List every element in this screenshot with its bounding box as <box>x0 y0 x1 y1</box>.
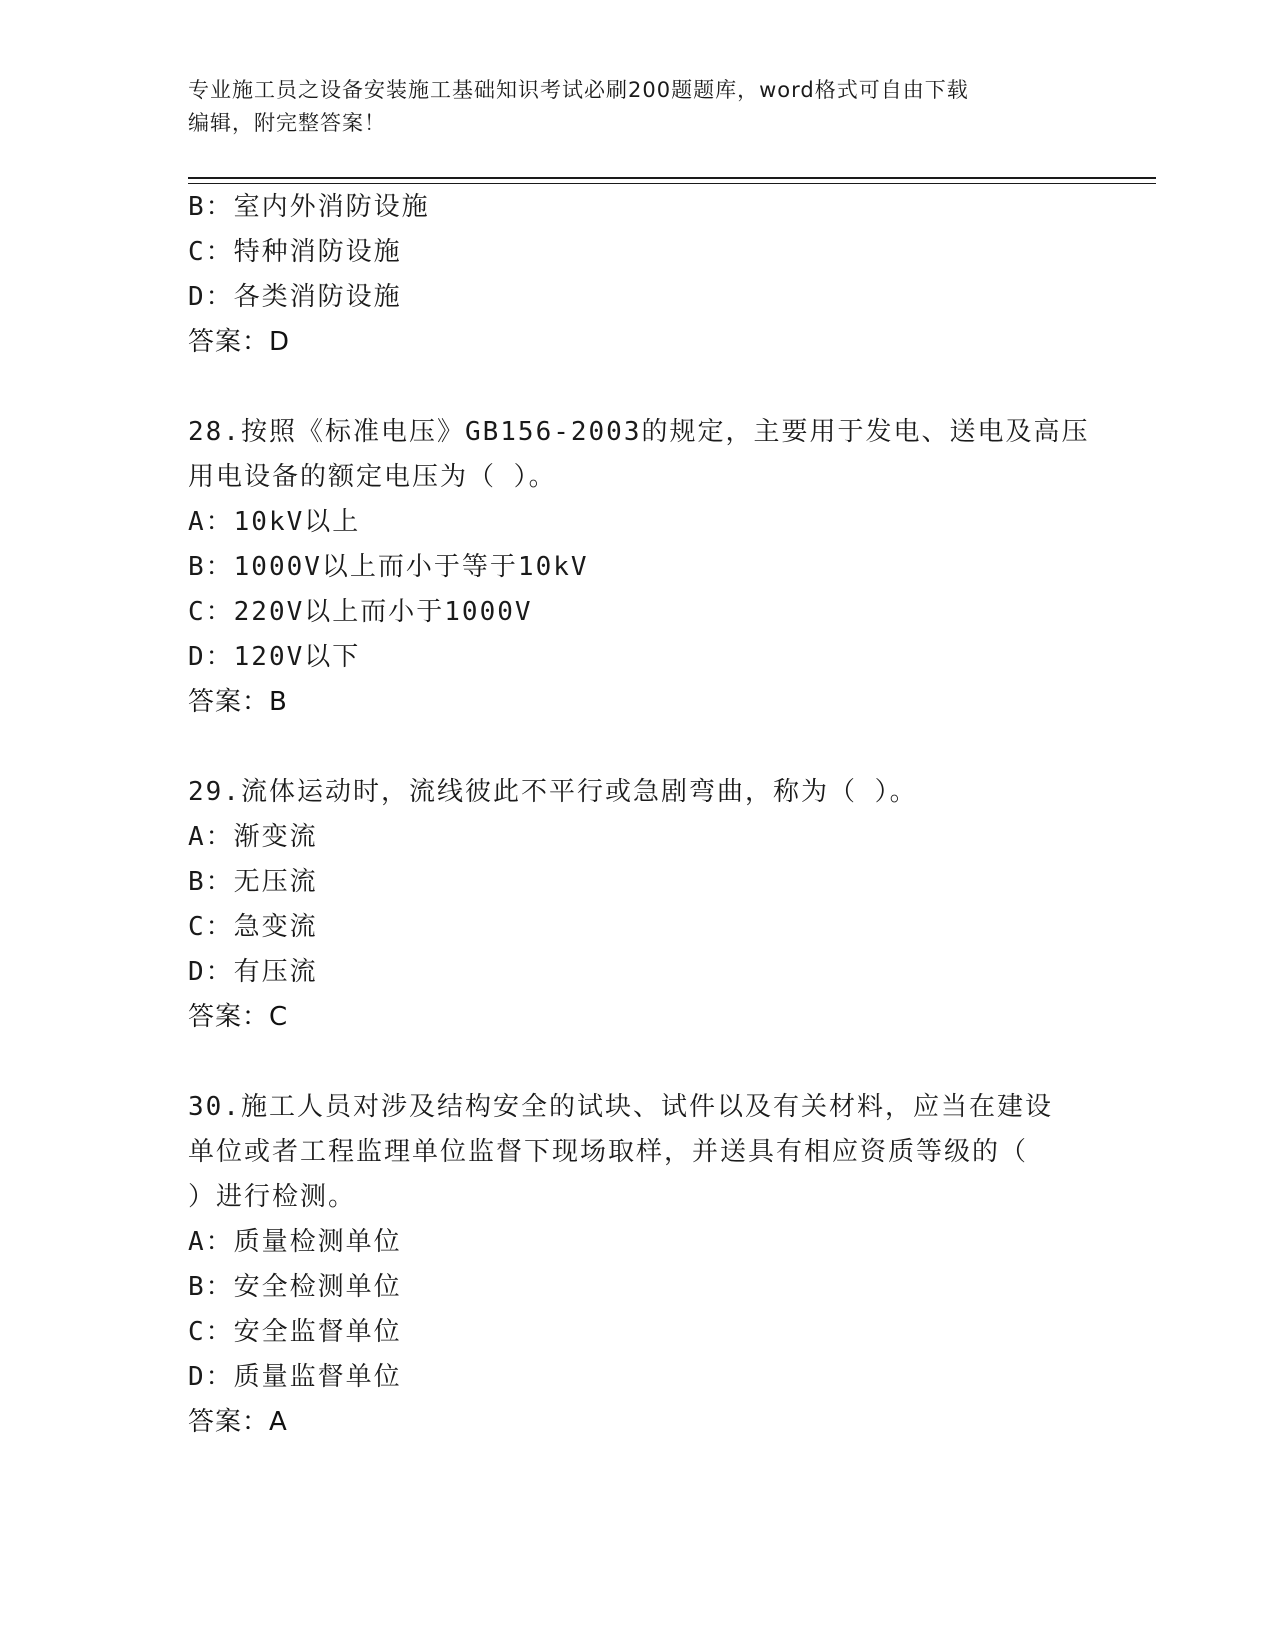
q27-option-b: B：室内外消防设施 <box>188 192 430 222</box>
q27-option-c: C：特种消防设施 <box>188 237 402 267</box>
header-line-2: 编辑，附完整答案！ <box>188 111 386 135</box>
q28-stem-line-1: 28.按照《标准电压》GB156-2003的规定，主要用于发电、送电及高压 <box>188 417 1090 447</box>
q30-option-c: C：安全监督单位 <box>188 1317 402 1347</box>
q28-option-b: B：1000V以上而小于等于10kV <box>188 552 589 582</box>
q28-answer: 答案：B <box>188 687 288 717</box>
q29-option-c: C：急变流 <box>188 912 318 942</box>
document-header <box>188 74 1088 140</box>
q30-answer: 答案：A <box>188 1407 288 1437</box>
q30-stem-line-1: 30.施工人员对涉及结构安全的试块、试件以及有关材料，应当在建设 <box>188 1092 1053 1122</box>
q30-option-a: A：质量检测单位 <box>188 1227 402 1257</box>
q29-option-a: A：渐变流 <box>188 822 318 852</box>
q30-stem-line-2: 单位或者工程监理单位监督下现场取样，并送具有相应资质等级的（ <box>188 1137 1029 1167</box>
q30-option-d: D：质量监督单位 <box>188 1362 402 1392</box>
q28-stem-line-2: 用电设备的额定电压为（ ）。 <box>188 462 557 492</box>
q27-option-d: D：各类消防设施 <box>188 282 402 312</box>
q29-option-b: B：无压流 <box>188 867 318 897</box>
q30-option-b: B：安全检测单位 <box>188 1272 402 1302</box>
q28-option-d: D：120V以下 <box>188 642 361 672</box>
header-divider-thin <box>188 183 1156 184</box>
q29-stem-line-1: 29.流体运动时，流线彼此不平行或急剧弯曲，称为（ ）。 <box>188 777 918 807</box>
q28-option-a: A：10kV以上 <box>188 507 361 537</box>
header-divider-thick <box>188 177 1156 179</box>
header-line-1: 专业施工员之设备安装施工基础知识考试必刷200题题库，word格式可自由下载 <box>188 78 969 102</box>
q30-stem-line-3: ）进行检测。 <box>188 1182 357 1212</box>
q29-answer: 答案：C <box>188 1002 289 1032</box>
q28-option-c: C：220V以上而小于1000V <box>188 597 533 627</box>
q27-answer: 答案：D <box>188 327 291 357</box>
q29-option-d: D：有压流 <box>188 957 318 987</box>
